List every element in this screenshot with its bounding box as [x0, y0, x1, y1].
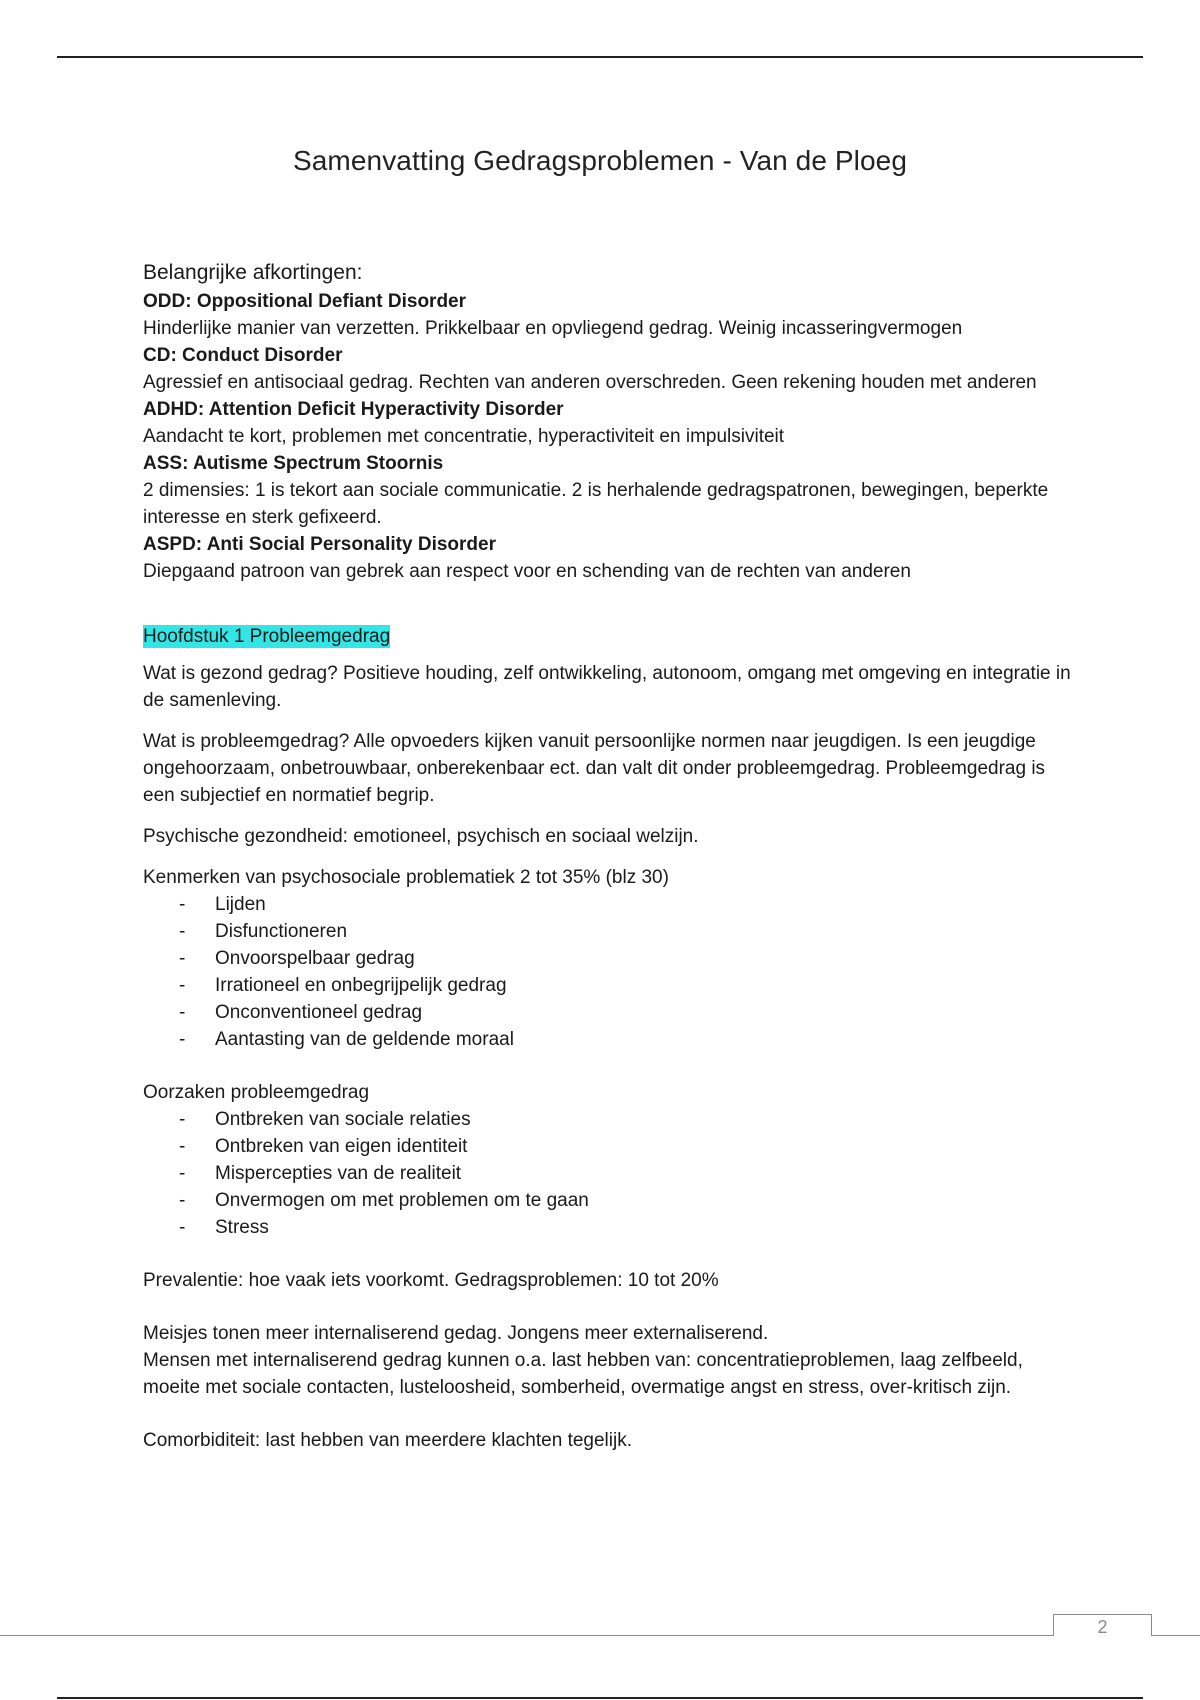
kenmerken-list: [143, 891, 1073, 1053]
list-item: - Onvermogen om met problemen om te gaan: [179, 1187, 1073, 1214]
paragraph-comorbiditeit: Comorbiditeit: last hebben van meerdere klachten tegelijk.: [143, 1430, 632, 1451]
list-item: - Irrationeel en onbegrijpelijk gedrag: [179, 972, 1073, 999]
abbreviation-description: 2 dimensies: 1 is tekort aan sociale communicatie. 2 is herhalende gedragspatronen, bewegingen, beperkte interesse en sterk gefixeerd.: [143, 480, 1049, 528]
abbreviation-term: ODD: Oppositional Defiant Disorder: [143, 291, 467, 312]
abbreviation-description: Diepgaand patroon van gebrek aan respect voor en schending van de rechten van anderen: [143, 561, 911, 582]
abbreviation-term: ASS: Autisme Spectrum Stoornis: [143, 453, 444, 474]
abbreviation-term: ADHD: Attention Deficit Hyperactivity Disorder: [143, 399, 564, 420]
paragraph-probleemgedrag: Wat is probleemgedrag? Alle opvoeders kijken vanuit persoonlijke normen naar jeugdigen. Is een jeugdige ongehoorzaam, onbetrouwbaar, onberekenbaar ect. dan valt dit onder probleemgedrag. Probleemgedrag is een subjectief en normatief begrip.: [143, 731, 1046, 806]
abbreviation-description: Agressief en antisociaal gedrag. Rechten van anderen overschreden. Geen rekening houden met anderen: [143, 372, 1037, 393]
document-title: Samenvatting Gedragsproblemen - Van de Ploeg: [292, 145, 908, 176]
abbreviation-term: ASPD: Anti Social Personality Disorder: [143, 534, 496, 555]
list-item: - Aantasting van de geldende moraal: [179, 1026, 1073, 1053]
abbreviation-term: CD: Conduct Disorder: [143, 345, 343, 366]
bottom-rule: [57, 1697, 1143, 1699]
paragraph-internaliserend: Mensen met internaliserend gedrag kunnen o.a. last hebben van: concentratieproblemen, laag zelfbeeld, moeite met sociale contacten, lusteloosheid, somberheid, overmatige angst en stress, over-kritisch zijn.: [143, 1350, 1023, 1398]
paragraph-gezond-gedrag: Wat is gezond gedrag? Positieve houding, zelf ontwikkeling, autonoom, omgang met omgeving en integratie in de samenleving.: [143, 663, 1071, 711]
page-number: 2: [1053, 1614, 1152, 1636]
list-item: - Onconventioneel gedrag: [179, 999, 1073, 1026]
paragraph-psychische-gezondheid: Psychische gezondheid: emotioneel, psychisch en sociaal welzijn.: [143, 826, 699, 847]
list-item: - Stress: [179, 1214, 1073, 1241]
chapter-heading-text: Hoofdstuk 1 Probleemgedrag: [143, 626, 391, 647]
oorzaken-intro: Oorzaken probleemgedrag: [143, 1082, 370, 1103]
header-rule: [57, 56, 1143, 58]
list-item: - Onvoorspelbaar gedrag: [179, 945, 1073, 972]
kenmerken-intro: Kenmerken van psychosociale problematiek 2 tot 35% (blz 30): [143, 867, 669, 888]
paragraph-prevalentie: Prevalentie: hoe vaak iets voorkomt. Gedragsproblemen: 10 tot 20%: [143, 1270, 719, 1291]
document-body: [143, 258, 1073, 1454]
paragraph-meisjes: Meisjes tonen meer internaliserend gedag. Jongens meer externaliserend.: [143, 1323, 769, 1344]
list-item: - Ontbreken van eigen identiteit: [179, 1133, 1073, 1160]
abbreviation-description: Hinderlijke manier van verzetten. Prikkelbaar en opvliegend gedrag. Weinig incasseringvermogen: [143, 318, 963, 339]
list-item: - Lijden: [179, 891, 1073, 918]
footer-rule: [0, 1635, 1200, 1636]
list-item: - Ontbreken van sociale relaties: [179, 1106, 1073, 1133]
list-item: - Disfunctioneren: [179, 918, 1073, 945]
abbreviations-intro: Belangrijke afkortingen:: [143, 261, 363, 284]
chapter-heading: [143, 623, 1073, 650]
abbreviation-description: Aandacht te kort, problemen met concentratie, hyperactiviteit en impulsiviteit: [143, 426, 785, 447]
oorzaken-list: [143, 1106, 1073, 1241]
list-item: - Mispercepties van de realiteit: [179, 1160, 1073, 1187]
